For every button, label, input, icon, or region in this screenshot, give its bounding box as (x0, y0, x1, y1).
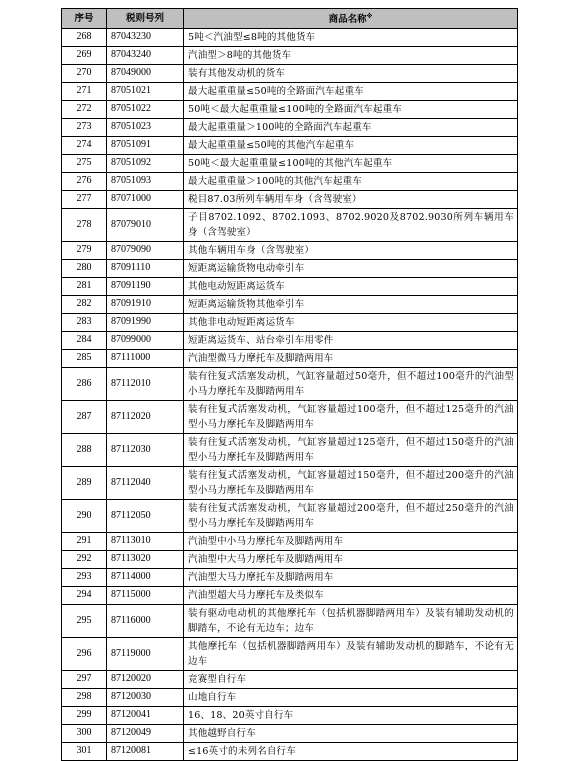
table-row (62, 277, 518, 295)
product-name-cell: ≤16英寸的未列名自行车 (184, 742, 518, 760)
header-note-mark: ※ (366, 13, 373, 20)
tariff-code-cell: 87043230 (107, 28, 184, 46)
table-row (62, 172, 518, 190)
product-name-cell: 汽油型中大马力摩托车及脚踏两用车 (184, 550, 518, 568)
product-name-cell: 最大起重重量＞100吨的其他汽车起重车 (184, 172, 518, 190)
serial-number-cell: 282 (62, 295, 107, 313)
table-row (62, 367, 518, 400)
table-row (62, 670, 518, 688)
product-name-cell: 短距离运输货物其他牵引车 (184, 295, 518, 313)
table-row (62, 46, 518, 64)
product-name-cell: 装有往复式活塞发动机，气缸容量超过50毫升，但不超过100毫升的汽油型小马力摩托车及脚踏两用车 (184, 367, 518, 400)
product-name-cell: 短距离运货车、站台牵引车用零件 (184, 331, 518, 349)
serial-number-cell: 272 (62, 100, 107, 118)
product-name-cell: 装有往复式活塞发动机，气缸容量超过100毫升，但不超过125毫升的汽油型小马力摩托车及脚踏两用车 (184, 400, 518, 433)
table-row (62, 331, 518, 349)
table-row (62, 532, 518, 550)
table-row (62, 82, 518, 100)
tariff-code-cell: 87091110 (107, 259, 184, 277)
tariff-code-cell: 87051092 (107, 154, 184, 172)
tariff-code-cell: 87120030 (107, 688, 184, 706)
table-row (62, 499, 518, 532)
tariff-code-cell: 87120020 (107, 670, 184, 688)
product-name-cell: 其他车辆用车身（含驾驶室） (184, 241, 518, 259)
product-name-cell: 装有往复式活塞发动机，气缸容量超过125毫升，但不超过150毫升的汽油型小马力摩托车及脚踏两用车 (184, 433, 518, 466)
product-name-cell: 短距离运输货物电动牵引车 (184, 259, 518, 277)
serial-number-cell: 298 (62, 688, 107, 706)
serial-number-cell: 299 (62, 706, 107, 724)
serial-number-cell: 274 (62, 136, 107, 154)
product-name-cell: 最大起重重量≤50吨的其他汽车起重车 (184, 136, 518, 154)
serial-number-cell: 279 (62, 241, 107, 259)
serial-number-cell: 276 (62, 172, 107, 190)
table-row (62, 433, 518, 466)
tariff-code-cell: 87091990 (107, 313, 184, 331)
serial-number-cell: 284 (62, 331, 107, 349)
serial-number-cell: 270 (62, 64, 107, 82)
serial-number-cell: 268 (62, 28, 107, 46)
tariff-code-cell: 87116000 (107, 604, 184, 637)
tariff-code-cell: 87112050 (107, 499, 184, 532)
table-row (62, 295, 518, 313)
tariff-table (61, 8, 518, 761)
table-row (62, 190, 518, 208)
product-name-cell: 50吨＜最大起重重量≤100吨的其他汽车起重车 (184, 154, 518, 172)
tariff-code-cell: 87112010 (107, 367, 184, 400)
serial-number-cell: 277 (62, 190, 107, 208)
table-row (62, 637, 518, 670)
product-name-cell: 汽油型＞8吨的其他货车 (184, 46, 518, 64)
serial-number-cell: 285 (62, 349, 107, 367)
tariff-code-cell: 87113020 (107, 550, 184, 568)
serial-number-cell: 287 (62, 400, 107, 433)
product-name-cell: 装有往复式活塞发动机，气缸容量超过150毫升，但不超过200毫升的汽油型小马力摩托车及脚踏两用车 (184, 466, 518, 499)
table-row (62, 550, 518, 568)
serial-number-cell: 280 (62, 259, 107, 277)
table-row (62, 100, 518, 118)
tariff-code-cell: 87091910 (107, 295, 184, 313)
table-row (62, 688, 518, 706)
table-row (62, 208, 518, 241)
tariff-code-cell: 87112030 (107, 433, 184, 466)
serial-number-cell: 273 (62, 118, 107, 136)
table-row (62, 706, 518, 724)
serial-number-cell: 300 (62, 724, 107, 742)
tariff-code-cell: 87114000 (107, 568, 184, 586)
tariff-code-cell: 87043240 (107, 46, 184, 64)
table-row (62, 259, 518, 277)
serial-number-cell: 281 (62, 277, 107, 295)
table-row (62, 568, 518, 586)
serial-number-cell: 269 (62, 46, 107, 64)
product-name-cell: 汽油型大马力摩托车及脚踏两用车 (184, 568, 518, 586)
tariff-code-cell: 87111000 (107, 349, 184, 367)
table-row (62, 349, 518, 367)
table-row (62, 400, 518, 433)
product-name-cell: 汽油型微马力摩托车及脚踏两用车 (184, 349, 518, 367)
tariff-code-cell: 87120041 (107, 706, 184, 724)
tariff-code-cell: 87051021 (107, 82, 184, 100)
serial-number-cell: 292 (62, 550, 107, 568)
tariff-code-cell: 87079010 (107, 208, 184, 241)
tariff-code-cell: 87051022 (107, 100, 184, 118)
serial-number-cell: 283 (62, 313, 107, 331)
serial-number-cell: 293 (62, 568, 107, 586)
tariff-code-cell: 87119000 (107, 637, 184, 670)
table-row (62, 604, 518, 637)
product-name-cell: 子目8702.1092、8702.1093、8702.9020及8702.9030所列车辆用车身（含驾驶室） (184, 208, 518, 241)
product-name-cell: 装有其他发动机的货车 (184, 64, 518, 82)
product-name-cell: 其他非电动短距离运货车 (184, 313, 518, 331)
tariff-code-cell: 87091190 (107, 277, 184, 295)
tariff-code-cell: 87051023 (107, 118, 184, 136)
product-name-cell: 税目87.03所列车辆用车身（含驾驶室） (184, 190, 518, 208)
product-name-cell: 其他摩托车（包括机器脚踏两用车）及装有辅助发动机的脚踏车，不论有无边车 (184, 637, 518, 670)
serial-number-cell: 296 (62, 637, 107, 670)
product-name-cell: 装有驱动电动机的其他摩托车（包括机器脚踏两用车）及装有辅助发动机的脚踏车，不论有无边车；边车 (184, 604, 518, 637)
serial-number-cell: 294 (62, 586, 107, 604)
product-name-cell: 竞赛型自行车 (184, 670, 518, 688)
table-row (62, 154, 518, 172)
product-name-cell: 装有往复式活塞发动机，气缸容量超过200毫升，但不超过250毫升的汽油型小马力摩托车及脚踏两用车 (184, 499, 518, 532)
tariff-code-cell: 87099000 (107, 331, 184, 349)
table-row (62, 64, 518, 82)
table-row (62, 118, 518, 136)
table-row (62, 742, 518, 760)
header-product-name (184, 9, 518, 29)
tariff-code-cell: 87051093 (107, 172, 184, 190)
serial-number-cell: 271 (62, 82, 107, 100)
table-row (62, 724, 518, 742)
tariff-document (61, 8, 517, 761)
tariff-code-cell: 87113010 (107, 532, 184, 550)
tariff-code-cell: 87120049 (107, 724, 184, 742)
product-name-cell: 5吨＜汽油型≤8吨的其他货车 (184, 28, 518, 46)
table-body (62, 28, 518, 760)
tariff-code-cell: 87112040 (107, 466, 184, 499)
serial-number-cell: 286 (62, 367, 107, 400)
tariff-code-cell: 87112020 (107, 400, 184, 433)
serial-number-cell: 288 (62, 433, 107, 466)
header-product-name-label: 商品名称 (328, 14, 367, 26)
product-name-cell: 其他越野自行车 (184, 724, 518, 742)
tariff-code-cell: 87079090 (107, 241, 184, 259)
header-tariff-code: 税则号列 (107, 9, 184, 29)
product-name-cell: 50吨＜最大起重重量≤100吨的全路面汽车起重车 (184, 100, 518, 118)
tariff-code-cell: 87071000 (107, 190, 184, 208)
serial-number-cell: 295 (62, 604, 107, 637)
table-row (62, 241, 518, 259)
product-name-cell: 其他电动短距离运货车 (184, 277, 518, 295)
tariff-code-cell: 87120081 (107, 742, 184, 760)
tariff-code-cell: 87049000 (107, 64, 184, 82)
product-name-cell: 汽油型中小马力摩托车及脚踏两用车 (184, 532, 518, 550)
table-header-row (62, 9, 518, 29)
table-row (62, 466, 518, 499)
tariff-code-cell: 87115000 (107, 586, 184, 604)
table-row (62, 586, 518, 604)
serial-number-cell: 278 (62, 208, 107, 241)
serial-number-cell: 297 (62, 670, 107, 688)
serial-number-cell: 289 (62, 466, 107, 499)
tariff-code-cell: 87051091 (107, 136, 184, 154)
product-name-cell: 16、18、20英寸自行车 (184, 706, 518, 724)
product-name-cell: 山地自行车 (184, 688, 518, 706)
product-name-cell: 最大起重重量＞100吨的全路面汽车起重车 (184, 118, 518, 136)
header-serial-number: 序号 (62, 9, 107, 29)
serial-number-cell: 301 (62, 742, 107, 760)
table-row (62, 136, 518, 154)
table-row (62, 28, 518, 46)
serial-number-cell: 275 (62, 154, 107, 172)
serial-number-cell: 291 (62, 532, 107, 550)
product-name-cell: 汽油型超大马力摩托车及类似车 (184, 586, 518, 604)
table-row (62, 313, 518, 331)
product-name-cell: 最大起重重量≤50吨的全路面汽车起重车 (184, 82, 518, 100)
serial-number-cell: 290 (62, 499, 107, 532)
